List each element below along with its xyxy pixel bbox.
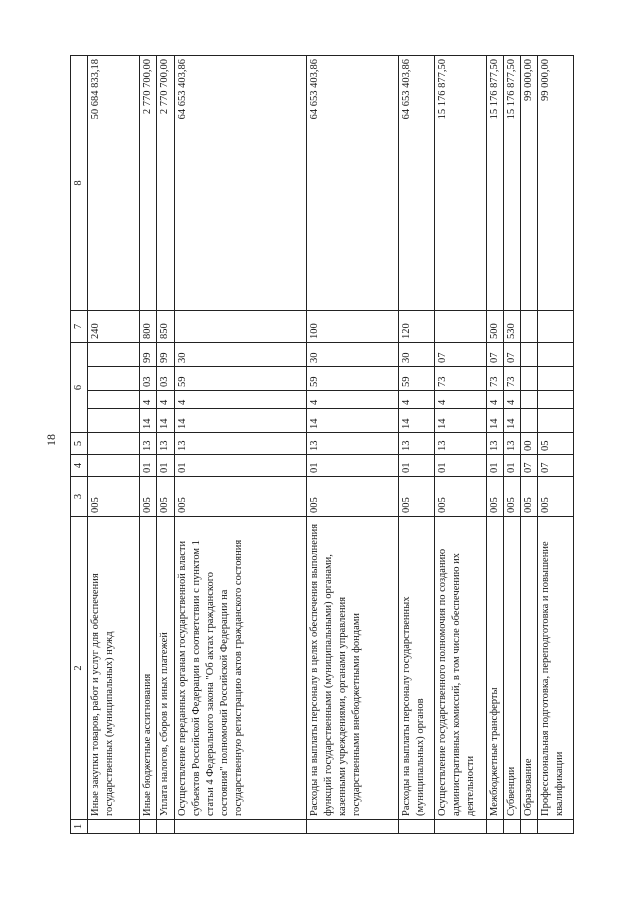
row-subsection-cell: 13 xyxy=(434,433,486,455)
row-target-cell: 14 xyxy=(174,409,306,433)
row-amount-cell: 64 653 403,86 xyxy=(398,56,434,311)
row-code-cell: 005 xyxy=(88,477,140,517)
row-expense-type-cell xyxy=(520,311,537,343)
row-target-cell: 30 xyxy=(306,343,398,367)
row-subsection-cell: 05 xyxy=(538,433,574,455)
row-target-cell: 4 xyxy=(398,391,434,409)
row-target-cell: 30 xyxy=(174,343,306,367)
row-section-cell xyxy=(88,455,140,477)
row-target-cell: 14 xyxy=(140,409,157,433)
row-target-cell: 59 xyxy=(398,367,434,391)
row-section-cell: 07 xyxy=(538,455,574,477)
row-amount-cell: 15 176 877,50 xyxy=(503,56,520,311)
row-name-cell: Уплата налогов, сборов и иных платежей xyxy=(157,517,174,820)
page-number: 18 xyxy=(44,434,58,446)
row-code-cell: 005 xyxy=(157,477,174,517)
row-target-cell: 14 xyxy=(503,409,520,433)
table-body xyxy=(88,56,574,834)
row-code-cell: 005 xyxy=(306,477,398,517)
row-target-cell: 14 xyxy=(486,409,503,433)
row-subsection-cell: 13 xyxy=(306,433,398,455)
row-amount-cell: 2 770 700,00 xyxy=(157,56,174,311)
row-target-cell: 14 xyxy=(306,409,398,433)
row-target-cell: 07 xyxy=(503,343,520,367)
table-row xyxy=(140,56,157,834)
row-name-cell: Расходы на выплаты персоналу государственных (муниципальных) органов xyxy=(398,517,434,820)
row-index-cell xyxy=(140,820,157,834)
table-row xyxy=(503,56,520,834)
row-amount-cell: 50 684 833,18 xyxy=(88,56,140,311)
row-target-cell xyxy=(88,367,140,391)
row-name-cell: Образование xyxy=(520,517,537,820)
row-index-cell xyxy=(174,820,306,834)
row-target-cell: 14 xyxy=(398,409,434,433)
table-row xyxy=(398,56,434,834)
row-expense-type-cell xyxy=(538,311,574,343)
row-expense-type-cell: 530 xyxy=(503,311,520,343)
header-cell: 2 xyxy=(71,517,88,820)
row-target-cell xyxy=(88,409,140,433)
row-amount-cell: 2 770 700,00 xyxy=(140,56,157,311)
row-target-cell xyxy=(88,391,140,409)
budget-table xyxy=(70,55,574,834)
row-name-cell: Иные бюджетные ассигнования xyxy=(140,517,157,820)
row-target-cell: 4 xyxy=(503,391,520,409)
row-section-cell: 01 xyxy=(398,455,434,477)
row-subsection-cell: 13 xyxy=(140,433,157,455)
row-index-cell xyxy=(398,820,434,834)
row-code-cell: 005 xyxy=(520,477,537,517)
table-row xyxy=(174,56,306,834)
row-target-cell: 99 xyxy=(157,343,174,367)
row-target-cell: 59 xyxy=(174,367,306,391)
row-section-cell: 01 xyxy=(306,455,398,477)
header-cell: 4 xyxy=(71,455,88,477)
table-row xyxy=(520,56,537,834)
row-target-cell: 03 xyxy=(140,367,157,391)
table-header-row xyxy=(71,56,88,834)
row-section-cell: 01 xyxy=(434,455,486,477)
row-subsection-cell xyxy=(88,433,140,455)
header-cell: 7 xyxy=(71,311,88,343)
row-index-cell xyxy=(503,820,520,834)
row-section-cell: 07 xyxy=(520,455,537,477)
row-target-cell: 07 xyxy=(434,343,486,367)
row-code-cell: 005 xyxy=(486,477,503,517)
row-target-cell: 14 xyxy=(434,409,486,433)
row-target-cell: 73 xyxy=(503,367,520,391)
row-name-cell: Профессиональная подготовка, переподготовка и повышение квалификации xyxy=(538,517,574,820)
row-target-cell xyxy=(538,391,574,409)
header-cell: 5 xyxy=(71,433,88,455)
rotated-table-container xyxy=(70,56,574,834)
row-subsection-cell: 00 xyxy=(520,433,537,455)
row-target-cell xyxy=(520,391,537,409)
table-row xyxy=(88,56,140,834)
row-index-cell xyxy=(88,820,140,834)
row-target-cell xyxy=(520,409,537,433)
row-expense-type-cell: 800 xyxy=(140,311,157,343)
row-code-cell: 005 xyxy=(140,477,157,517)
row-index-cell xyxy=(538,820,574,834)
row-target-cell xyxy=(538,343,574,367)
row-name-cell: Осуществление переданных органам государственной власти субъектов Российской Федерации в соответствии с пунктом 1 статьи 4 Федерального закона "Об актах гражданского состояния" полномочий Российской Федерации на государственную регистрацию актов гражданского состояния xyxy=(174,517,306,820)
row-name-cell: Осуществление государственного полномочия по созданию административных комиссий, в том числе обеспечению их деятельности xyxy=(434,517,486,820)
row-name-cell: Иные закупки товаров, работ и услуг для обеспечения государственных (муниципальных) нужд xyxy=(88,517,140,820)
row-expense-type-cell xyxy=(174,311,306,343)
row-target-cell: 73 xyxy=(486,367,503,391)
row-target-cell xyxy=(520,367,537,391)
row-name-cell: Субвенции xyxy=(503,517,520,820)
table-row xyxy=(538,56,574,834)
row-amount-cell: 99 000,00 xyxy=(520,56,537,311)
row-section-cell: 01 xyxy=(140,455,157,477)
row-amount-cell: 64 653 403,86 xyxy=(306,56,398,311)
row-amount-cell: 99 000,00 xyxy=(538,56,574,311)
header-cell: 8 xyxy=(71,56,88,311)
row-target-cell: 30 xyxy=(398,343,434,367)
row-subsection-cell: 13 xyxy=(503,433,520,455)
row-section-cell: 01 xyxy=(503,455,520,477)
row-code-cell: 005 xyxy=(434,477,486,517)
row-expense-type-cell: 120 xyxy=(398,311,434,343)
header-cell: 1 xyxy=(71,820,88,834)
row-code-cell: 005 xyxy=(503,477,520,517)
row-expense-type-cell: 240 xyxy=(88,311,140,343)
row-subsection-cell: 13 xyxy=(157,433,174,455)
row-section-cell: 01 xyxy=(157,455,174,477)
row-target-cell: 59 xyxy=(306,367,398,391)
row-subsection-cell: 13 xyxy=(398,433,434,455)
row-expense-type-cell: 100 xyxy=(306,311,398,343)
row-expense-type-cell: 500 xyxy=(486,311,503,343)
row-amount-cell: 64 653 403,86 xyxy=(174,56,306,311)
row-target-cell: 07 xyxy=(486,343,503,367)
row-target-cell xyxy=(538,367,574,391)
row-target-cell: 4 xyxy=(434,391,486,409)
row-target-cell xyxy=(88,343,140,367)
table-row xyxy=(486,56,503,834)
header-cell: 6 xyxy=(71,343,88,433)
row-index-cell xyxy=(486,820,503,834)
row-name-cell: Расходы на выплаты персоналу в целях обеспечения выполнения функций государственными (муниципальными) органами, казенными учреждениями, органами управления государственными внебюджетными фондами xyxy=(306,517,398,820)
table-row xyxy=(306,56,398,834)
row-code-cell: 005 xyxy=(398,477,434,517)
table-row xyxy=(434,56,486,834)
row-expense-type-cell xyxy=(434,311,486,343)
row-target-cell: 73 xyxy=(434,367,486,391)
table-row xyxy=(157,56,174,834)
row-target-cell: 4 xyxy=(486,391,503,409)
row-amount-cell: 15 176 877,50 xyxy=(434,56,486,311)
row-target-cell: 4 xyxy=(140,391,157,409)
row-index-cell xyxy=(434,820,486,834)
row-target-cell: 99 xyxy=(140,343,157,367)
row-section-cell: 01 xyxy=(174,455,306,477)
row-target-cell xyxy=(520,343,537,367)
row-subsection-cell: 13 xyxy=(486,433,503,455)
row-target-cell: 03 xyxy=(157,367,174,391)
row-target-cell: 4 xyxy=(306,391,398,409)
row-index-cell xyxy=(157,820,174,834)
header-cell: 3 xyxy=(71,477,88,517)
row-index-cell xyxy=(520,820,537,834)
row-target-cell: 14 xyxy=(157,409,174,433)
row-subsection-cell: 13 xyxy=(174,433,306,455)
row-section-cell: 01 xyxy=(486,455,503,477)
row-name-cell: Межбюджетные трансферты xyxy=(486,517,503,820)
row-index-cell xyxy=(306,820,398,834)
row-target-cell xyxy=(538,409,574,433)
row-amount-cell: 15 176 877,50 xyxy=(486,56,503,311)
row-expense-type-cell: 850 xyxy=(157,311,174,343)
row-code-cell: 005 xyxy=(174,477,306,517)
row-target-cell: 4 xyxy=(157,391,174,409)
row-target-cell: 4 xyxy=(174,391,306,409)
row-code-cell: 005 xyxy=(538,477,574,517)
